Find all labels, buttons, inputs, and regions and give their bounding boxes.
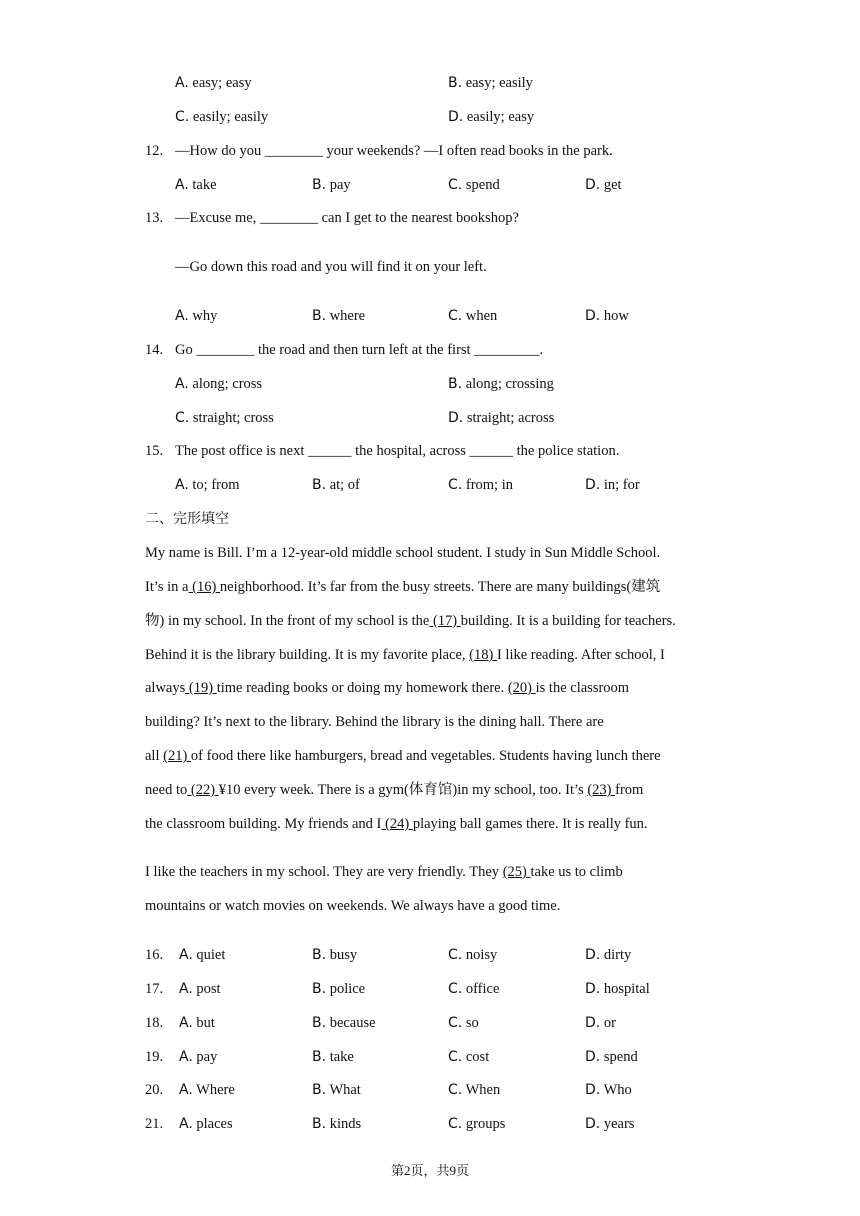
- q15-option-c: C. from; in: [448, 477, 513, 493]
- cloze-17-option-d: D. hospital: [585, 981, 650, 997]
- cloze-19-option-a: A. pay: [179, 1049, 218, 1065]
- q13-stem: —Excuse me, ________ can I get to the nearest bookshop?: [175, 210, 519, 226]
- cloze-17-number: 17.: [145, 981, 164, 997]
- q11-option-c: C. easily; easily: [175, 109, 269, 125]
- q15-option-a: A. to; from: [175, 477, 240, 493]
- cloze-16-option-c: C. noisy: [448, 947, 498, 963]
- q13-number: 13.: [145, 210, 164, 226]
- cloze-21-option-d: D. years: [585, 1116, 635, 1132]
- blank-19: (19): [185, 680, 217, 696]
- cloze-16-option-a: A. quiet: [179, 947, 226, 963]
- q15-stem: The post office is next ______ the hospital, across ______ the police station.: [175, 443, 620, 459]
- blank-25: (25): [502, 864, 531, 880]
- cloze-18-number: 18.: [145, 1015, 164, 1031]
- passage-line: always (19) time reading books or doing my homework there. (20) is the classroom: [145, 680, 630, 696]
- cloze-21-option-c: C. groups: [448, 1116, 506, 1132]
- q11-option-d: D. easily; easy: [448, 109, 535, 125]
- passage-line: mountains or watch movies on weekends. We always have a good time.: [145, 898, 561, 914]
- q12-stem: —How do you ________ your weekends? —I often read books in the park.: [175, 143, 613, 159]
- q12-option-a: A. take: [175, 177, 217, 193]
- passage-line: I like the teachers in my school. They are very friendly. They (25) take us to climb: [145, 864, 623, 880]
- q14-stem: Go ________ the road and then turn left at the first _________.: [175, 342, 544, 358]
- cloze-16-number: 16.: [145, 947, 164, 963]
- q14-option-b: B. along; crossing: [448, 376, 554, 392]
- blank-17: (17): [429, 613, 461, 629]
- q13-option-b: B. where: [312, 308, 366, 324]
- q14-number: 14.: [145, 342, 164, 358]
- section-title: 二、完形填空: [145, 511, 229, 527]
- blank-21: (21): [163, 748, 191, 764]
- cloze-18-option-d: D. or: [585, 1015, 616, 1031]
- passage-line: the classroom building. My friends and I (24) playing ball games there. It is really fun.: [145, 816, 648, 832]
- q13-reply: —Go down this road and you will find it on your left.: [175, 259, 487, 275]
- q12-option-c: C. spend: [448, 177, 500, 193]
- cloze-20-option-c: C. When: [448, 1082, 501, 1098]
- passage-line: all (21) of food there like hamburgers, bread and vegetables. Students having lunch there: [145, 748, 661, 764]
- q15-option-b: B. at; of: [312, 477, 360, 493]
- cloze-19-number: 19.: [145, 1049, 164, 1065]
- blank-18: (18): [469, 647, 497, 663]
- passage-line: It’s in a (16) neighborhood. It’s far from the busy streets. There are many buildings(建筑: [145, 579, 661, 595]
- cloze-17-option-c: C. office: [448, 981, 500, 997]
- page-footer: 第2页，共9页: [390, 1163, 469, 1178]
- passage-line: My name is Bill. I’m a 12-year-old middle school student. I study in Sun Middle School.: [145, 545, 661, 561]
- q14-option-d: D. straight; across: [448, 410, 555, 426]
- blank-24: (24): [381, 816, 413, 832]
- cloze-20-number: 20.: [145, 1082, 164, 1098]
- passage-line: need to (22) ¥10 every week. There is a gym(体育馆)in my school, too. It’s (23) from: [145, 782, 644, 798]
- q11-option-a: A. easy; easy: [175, 75, 252, 91]
- cloze-17-option-b: B. police: [312, 981, 366, 997]
- cloze-19-option-d: D. spend: [585, 1049, 638, 1065]
- passage-line: 物) in my school. In the front of my school is the (17) building. It is a building for teachers.: [145, 613, 676, 629]
- q12-number: 12.: [145, 143, 164, 159]
- cloze-19-option-c: C. cost: [448, 1049, 490, 1065]
- q13-option-d: D. how: [585, 308, 629, 324]
- q15-option-d: D. in; for: [585, 477, 640, 493]
- q14-option-c: C. straight; cross: [175, 410, 274, 426]
- cloze-21-number: 21.: [145, 1116, 164, 1132]
- cloze-18-option-c: C. so: [448, 1015, 479, 1031]
- blank-20: (20): [507, 680, 536, 696]
- blank-23: (23): [587, 782, 616, 798]
- cloze-20-option-d: D. Who: [585, 1082, 632, 1098]
- cloze-17-option-a: A. post: [179, 981, 221, 997]
- q15-number: 15.: [145, 443, 164, 459]
- cloze-19-option-b: B. take: [312, 1049, 354, 1065]
- cloze-16-option-b: B. busy: [312, 947, 358, 963]
- q12-option-d: D. get: [585, 177, 622, 193]
- q11-option-b: B. easy; easily: [448, 75, 533, 91]
- blank-22: (22): [187, 782, 219, 798]
- passage-line: building? It’s next to the library. Behind the library is the dining hall. There are: [145, 714, 604, 730]
- passage-line: Behind it is the library building. It is my favorite place, (18) I like reading. After school, I: [145, 647, 665, 663]
- q13-option-c: C. when: [448, 308, 498, 324]
- cloze-18-option-b: B. because: [312, 1015, 376, 1031]
- cloze-21-option-a: A. places: [179, 1116, 233, 1132]
- q14-option-a: A. along; cross: [175, 376, 263, 392]
- cloze-18-option-a: A. but: [179, 1015, 215, 1031]
- blank-16: (16): [188, 579, 220, 595]
- cloze-20-option-a: A. Where: [179, 1082, 235, 1098]
- q13-option-a: A. why: [175, 308, 218, 324]
- cloze-20-option-b: B. What: [312, 1082, 361, 1098]
- cloze-21-option-b: B. kinds: [312, 1116, 362, 1132]
- q12-option-b: B. pay: [312, 177, 351, 193]
- cloze-16-option-d: D. dirty: [585, 947, 632, 963]
